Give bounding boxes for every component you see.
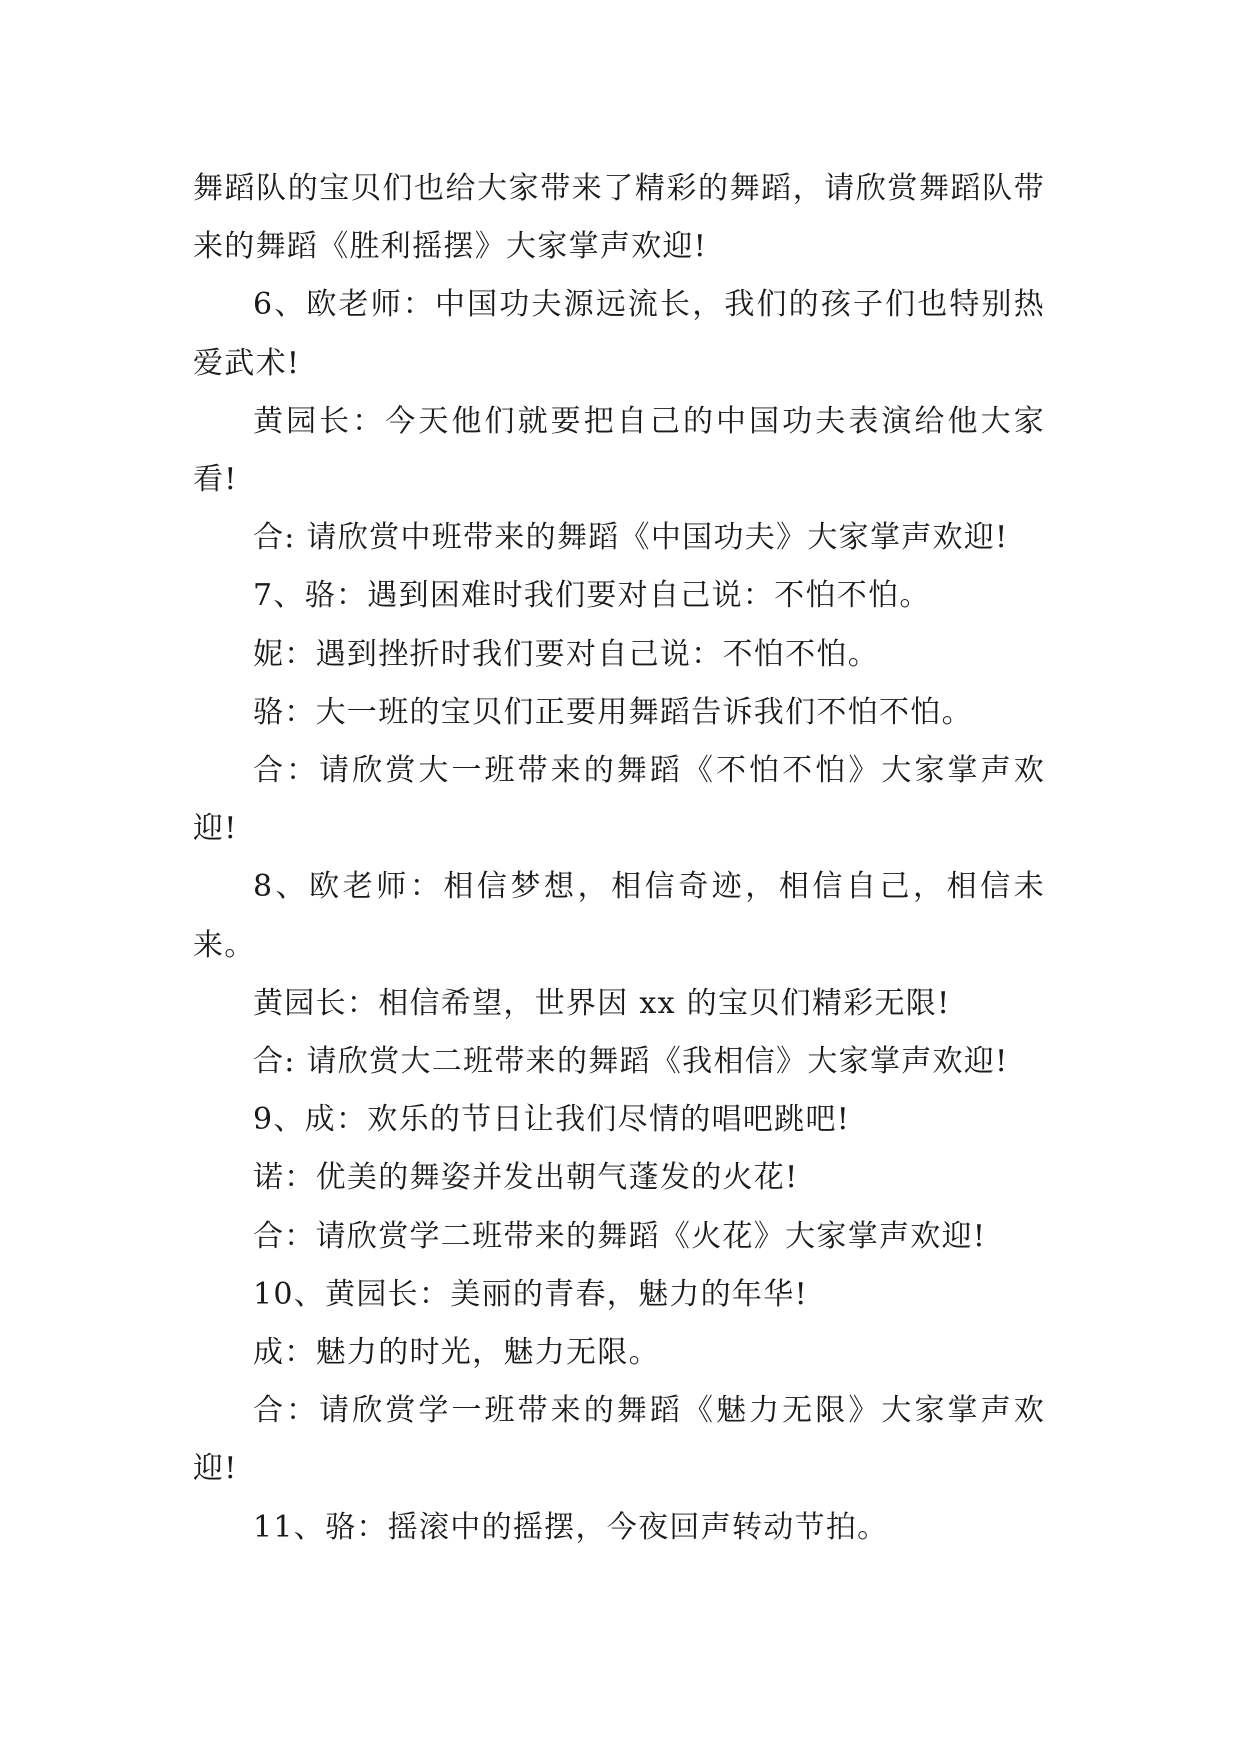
paragraph: 9、成：欢乐的节日让我们尽情的唱吧跳吧! — [253, 1102, 851, 1138]
paragraph: 11、骆：摇滚中的摇摆，今夜回声转动节拍。 — [253, 1509, 889, 1545]
paragraph: 6、欧老师：中国功夫源远流长，我们的孩子们也特别热爱武术! — [193, 287, 1045, 381]
paragraph: 骆：大一班的宝贝们正要用舞蹈告诉我们不怕不怕。 — [253, 694, 973, 730]
paragraph: 合：请欣赏学一班带来的舞蹈《魅力无限》大家掌声欢迎! — [193, 1393, 1045, 1487]
paragraph: 合: 请欣赏中班带来的舞蹈《中国功夫》大家掌声欢迎! — [253, 520, 1009, 556]
paragraph: 合: 请欣赏大二班带来的舞蹈《我相信》大家掌声欢迎! — [253, 1044, 1009, 1080]
paragraph: 7、骆：遇到困难时我们要对自己说：不怕不怕。 — [253, 578, 931, 614]
paragraph: 诺：优美的舞姿并发出朝气蓬发的火花! — [253, 1160, 799, 1196]
paragraph: 舞蹈队的宝贝们也给大家带来了精彩的舞蹈，请欣赏舞蹈队带来的舞蹈《胜利摇摆》大家掌声欢迎! — [193, 171, 1045, 265]
paragraph: 合：请欣赏大一班带来的舞蹈《不怕不怕》大家掌声欢迎! — [193, 753, 1045, 847]
paragraph: 妮：遇到挫折时我们要对自己说：不怕不怕。 — [253, 636, 879, 672]
paragraph: 合：请欣赏学二班带来的舞蹈《火花》大家掌声欢迎! — [253, 1218, 987, 1254]
paragraph: 黄园长：今天他们就要把自己的中国功夫表演给他大家看! — [193, 403, 1045, 498]
paragraph: 8、欧老师：相信梦想，相信奇迹，相信自己，相信未来。 — [193, 869, 1045, 963]
paragraph: 10、黄园长：美丽的青春，魅力的年华! — [253, 1276, 808, 1312]
paragraph: 成：魅力的时光，魅力无限。 — [253, 1335, 660, 1371]
document-body — [193, 160, 1045, 1557]
paragraph: 黄园长：相信希望，世界因 xx 的宝贝们精彩无限! — [253, 985, 951, 1021]
